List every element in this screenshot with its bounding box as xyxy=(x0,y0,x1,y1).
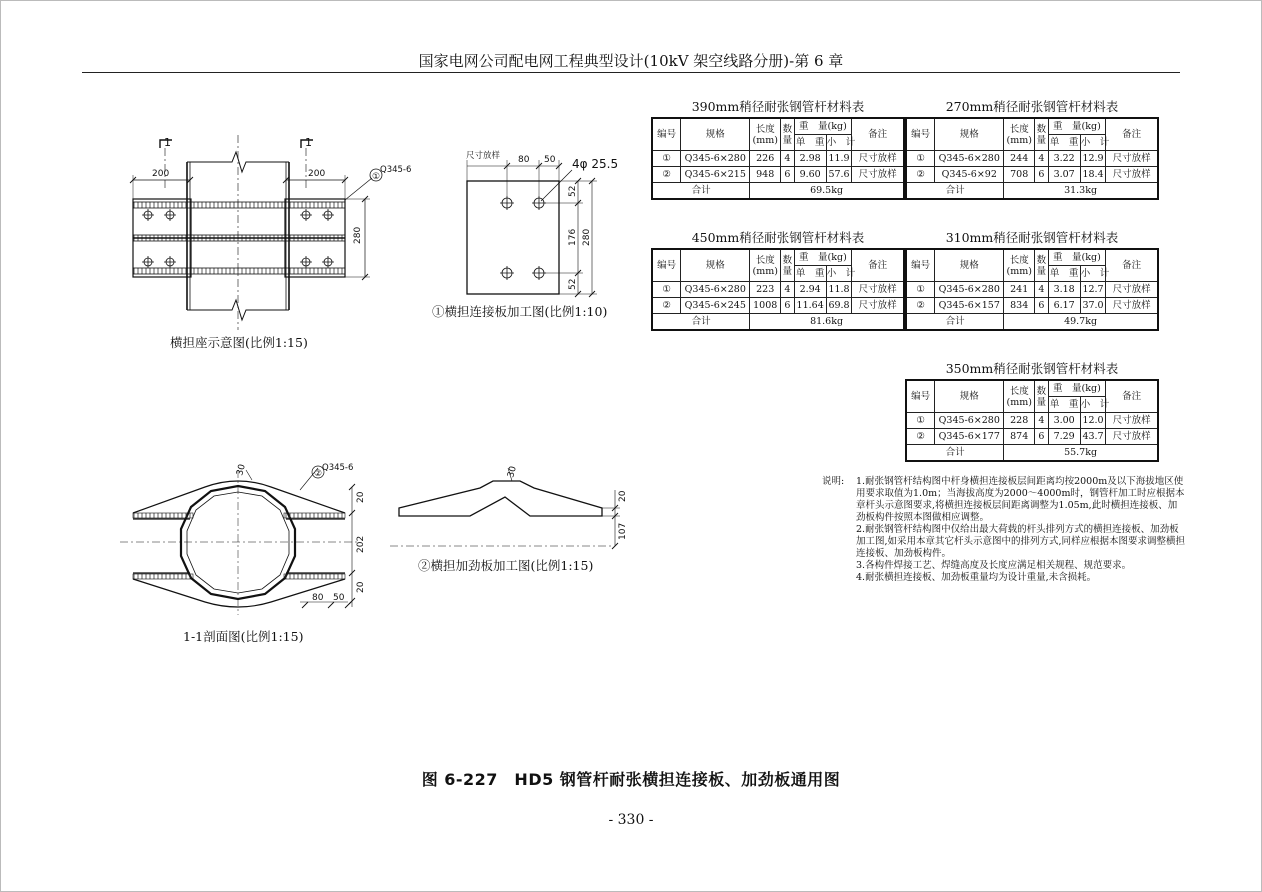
header-length-unit: (mm) xyxy=(752,265,778,277)
cell-len: 241 xyxy=(1004,282,1035,298)
header-length xyxy=(750,249,781,282)
dim-20-top: 20 xyxy=(356,491,366,503)
cell-spec: Q345-6×280 xyxy=(935,282,1004,298)
header-spec: 规格 xyxy=(935,118,1004,151)
caption-elevation: 横担座示意图(比例1:15) xyxy=(170,335,308,350)
cell-no: ① xyxy=(906,413,935,429)
header-qty: 数量 xyxy=(781,118,794,151)
stiffener-angle-30: 30 xyxy=(506,465,519,479)
material-table xyxy=(651,248,905,331)
cell-sub: 12.7 xyxy=(1080,282,1106,298)
section-dim-50: 50 xyxy=(333,593,345,603)
elevation-drawing xyxy=(130,135,382,330)
header-remark: 备注 xyxy=(852,249,904,282)
table-title: 350mm稍径耐张钢管杆材料表 xyxy=(945,361,1119,376)
header-length-unit: (mm) xyxy=(1006,134,1032,146)
part-no-1: ① xyxy=(372,172,381,182)
header-no: 编号 xyxy=(652,118,681,151)
header-spec: 规格 xyxy=(935,380,1004,413)
cell-remark: 尺寸放样 xyxy=(1106,298,1158,314)
cell-total-label: 合计 xyxy=(906,183,1004,200)
header-unit-weight: 单 重 xyxy=(794,266,826,282)
table-row xyxy=(906,167,1158,183)
notes-block xyxy=(822,476,1186,584)
cell-len: 226 xyxy=(750,151,781,167)
figure-title: 图 6-227 HD5 钢管杆耐张横担连接板、加劲板通用图 xyxy=(421,770,841,789)
header-length xyxy=(750,118,781,151)
header-subtotal: 小 计 xyxy=(826,135,852,151)
cell-remark: 尺寸放样 xyxy=(1106,282,1158,298)
cell-spec: Q345-6×215 xyxy=(681,167,750,183)
part-label-q345: Q345-6 xyxy=(380,165,412,175)
stiffener-dim-20: 20 xyxy=(618,490,628,502)
table-row xyxy=(906,429,1158,445)
table-row xyxy=(906,413,1158,429)
hole-note: 4φ 25.5 xyxy=(572,157,619,171)
table-total-row xyxy=(906,183,1158,200)
cell-unit: 9.60 xyxy=(794,167,826,183)
cell-sub: 11.8 xyxy=(826,282,852,298)
material-table xyxy=(905,379,1159,462)
plate-drawing xyxy=(467,160,597,297)
cell-remark: 尺寸放样 xyxy=(852,282,904,298)
table-title: 390mm稍径耐张钢管杆材料表 xyxy=(691,99,865,114)
cell-spec: Q345-6×280 xyxy=(681,151,750,167)
header-subtotal: 小 计 xyxy=(1080,397,1106,413)
dim-50: 50 xyxy=(544,155,556,165)
dim-52-bottom: 52 xyxy=(568,278,578,290)
caption-plate: ①横担连接板加工图(比例1:10) xyxy=(432,304,608,319)
section-mark-left: 1 xyxy=(164,136,171,149)
header-unit-weight: 单 重 xyxy=(1048,397,1080,413)
cell-spec: Q345-6×92 xyxy=(935,167,1004,183)
caption-stiffener: ②横担加劲板加工图(比例1:15) xyxy=(418,558,594,573)
cell-spec: Q345-6×280 xyxy=(935,151,1004,167)
header-no: 编号 xyxy=(906,118,935,151)
table-row xyxy=(906,151,1158,167)
table-row xyxy=(906,298,1158,314)
cell-sub: 11.9 xyxy=(826,151,852,167)
header-unit-weight: 单 重 xyxy=(794,135,826,151)
cell-unit: 7.29 xyxy=(1048,429,1080,445)
dim-52-top: 52 xyxy=(568,185,578,197)
cell-qty: 6 xyxy=(781,167,794,183)
header-weight: 重 量(kg) xyxy=(1048,249,1106,266)
cell-spec: Q345-6×280 xyxy=(935,413,1004,429)
header-length-label: 长度 xyxy=(755,123,775,135)
cell-spec: Q345-6×177 xyxy=(935,429,1004,445)
cell-len: 948 xyxy=(750,167,781,183)
cell-total-value: 81.6kg xyxy=(750,314,904,331)
cell-no: ② xyxy=(652,167,681,183)
cell-remark: 尺寸放样 xyxy=(852,298,904,314)
cell-qty: 4 xyxy=(1035,151,1048,167)
stiffener-drawing xyxy=(390,468,620,549)
dim-80: 80 xyxy=(518,155,530,165)
note-item: 1.耐张钢管杆结构图中杆身横担连接板层间距离均按2000m及以下海拔地区使用要求取值为1.0m；当海拔高度为2000～4000m时，钢管杆加工时应根据本章杆头示意图要求,将横担连接板层间距离调整为1.05m,此时横担连接板、加劲板构件按照本图做相应调整。 xyxy=(856,476,1185,523)
table-total-row xyxy=(906,314,1158,331)
table-total-row xyxy=(906,445,1158,462)
cell-unit: 2.98 xyxy=(794,151,826,167)
header-no: 编号 xyxy=(652,249,681,282)
cell-total-value: 55.7kg xyxy=(1004,445,1158,462)
cell-no: ② xyxy=(906,167,935,183)
cell-total-label: 合计 xyxy=(906,314,1004,331)
header-qty: 数量 xyxy=(1035,380,1048,413)
cell-qty: 6 xyxy=(1035,429,1048,445)
cell-qty: 6 xyxy=(1035,298,1048,314)
cell-len: 1008 xyxy=(750,298,781,314)
stiffener-labels xyxy=(506,465,628,540)
cell-total-label: 合计 xyxy=(906,445,1004,462)
header-unit-weight: 单 重 xyxy=(1048,135,1080,151)
cell-sub: 37.0 xyxy=(1080,298,1106,314)
header-length-label: 长度 xyxy=(755,254,775,266)
cell-len: 223 xyxy=(750,282,781,298)
header-remark: 备注 xyxy=(852,118,904,151)
section-angle-30: 30 xyxy=(235,463,248,477)
header-subtotal: 小 计 xyxy=(1080,266,1106,282)
dim-202: 202 xyxy=(356,535,366,553)
cell-no: ② xyxy=(906,298,935,314)
dim-176: 176 xyxy=(568,228,578,246)
table-total-row xyxy=(652,183,904,200)
section-mark-right: 1 xyxy=(305,136,312,149)
table-row xyxy=(652,167,904,183)
cell-qty: 4 xyxy=(781,151,794,167)
table-row xyxy=(652,298,904,314)
header-length-label: 长度 xyxy=(1009,123,1029,135)
header-remark: 备注 xyxy=(1106,380,1158,413)
header-length xyxy=(1004,118,1035,151)
cell-len: 834 xyxy=(1004,298,1035,314)
header-subtotal: 小 计 xyxy=(1080,135,1106,151)
header-length-unit: (mm) xyxy=(752,134,778,146)
header-weight: 重 量(kg) xyxy=(1048,118,1106,135)
cell-remark: 尺寸放样 xyxy=(852,151,904,167)
header-length-unit: (mm) xyxy=(1006,265,1032,277)
cell-qty: 6 xyxy=(1035,167,1048,183)
header-no: 编号 xyxy=(906,380,935,413)
material-table xyxy=(905,248,1159,331)
header-no: 编号 xyxy=(906,249,935,282)
cell-qty: 4 xyxy=(1035,282,1048,298)
cell-unit: 3.00 xyxy=(1048,413,1080,429)
note-item: 4.耐张横担连接板、加劲板重量均为设计重量,未含损耗。 xyxy=(856,572,1097,583)
cell-no: ① xyxy=(652,282,681,298)
section-dim-80: 80 xyxy=(312,593,324,603)
material-table xyxy=(651,117,905,200)
header-remark: 备注 xyxy=(1106,249,1158,282)
cell-remark: 尺寸放样 xyxy=(1106,151,1158,167)
cell-no: ① xyxy=(906,151,935,167)
table-title: 450mm稍径耐张钢管杆材料表 xyxy=(691,230,865,245)
size-note: 尺寸放样 xyxy=(466,151,501,161)
cell-total-label: 合计 xyxy=(652,314,750,331)
section-part-label: Q345-6 xyxy=(322,463,354,473)
section-drawing xyxy=(120,466,360,615)
header-length xyxy=(1004,380,1035,413)
cell-total-value: 31.3kg xyxy=(1004,183,1158,200)
page-number: - 330 - xyxy=(608,812,654,828)
header-length xyxy=(1004,249,1035,282)
cell-remark: 尺寸放样 xyxy=(852,167,904,183)
dim-280: 280 xyxy=(582,228,592,246)
cell-remark: 尺寸放样 xyxy=(1106,413,1158,429)
stiffener-dim-107: 107 xyxy=(618,522,628,540)
header-spec: 规格 xyxy=(681,249,750,282)
header-weight: 重 量(kg) xyxy=(1048,380,1106,397)
cell-unit: 11.64 xyxy=(794,298,826,314)
header-qty: 数量 xyxy=(1035,118,1048,151)
cell-qty: 6 xyxy=(781,298,794,314)
note-item: 3.各构件焊接工艺、焊缝高度及长度应满足相关规程、规范要求。 xyxy=(856,560,1132,571)
header-length-label: 长度 xyxy=(1009,254,1029,266)
header-weight: 重 量(kg) xyxy=(794,249,852,266)
dim-left-200: 200 xyxy=(152,169,170,179)
cell-spec: Q345-6×157 xyxy=(935,298,1004,314)
cell-sub: 69.8 xyxy=(826,298,852,314)
dim-right-200: 200 xyxy=(308,169,326,179)
cell-no: ① xyxy=(906,282,935,298)
cell-no: ① xyxy=(652,151,681,167)
cell-sub: 12.9 xyxy=(1080,151,1106,167)
cell-unit: 3.18 xyxy=(1048,282,1080,298)
cell-unit: 6.17 xyxy=(1048,298,1080,314)
cell-len: 244 xyxy=(1004,151,1035,167)
cell-spec: Q345-6×245 xyxy=(681,298,750,314)
cell-spec: Q345-6×280 xyxy=(681,282,750,298)
cell-qty: 4 xyxy=(1035,413,1048,429)
dim-height-280: 280 xyxy=(353,226,363,244)
table-title: 310mm稍径耐张钢管杆材料表 xyxy=(945,230,1119,245)
table-total-row xyxy=(652,314,904,331)
header-qty: 数量 xyxy=(781,249,794,282)
header-spec: 规格 xyxy=(681,118,750,151)
section-labels xyxy=(235,463,366,603)
header-length-unit: (mm) xyxy=(1006,396,1032,408)
cell-sub: 12.0 xyxy=(1080,413,1106,429)
note-item: 2.耐张钢管杆结构图中仅给出最大荷载的杆头排列方式的横担连接板、加劲板加工图,如采用本章其它杆头示意图中的排列方式,同样应根据本图要求调整横担连接板、加劲板构件。 xyxy=(856,524,1186,559)
dim-20-bottom: 20 xyxy=(356,581,366,593)
cell-remark: 尺寸放样 xyxy=(1106,167,1158,183)
page-header: 国家电网公司配电网工程典型设计(10kV 架空线路分册)-第 6 章 xyxy=(418,52,844,70)
table-row xyxy=(652,282,904,298)
cell-len: 874 xyxy=(1004,429,1035,445)
table-title: 270mm稍径耐张钢管杆材料表 xyxy=(945,99,1119,114)
cell-qty: 4 xyxy=(781,282,794,298)
header-unit-weight: 单 重 xyxy=(1048,266,1080,282)
cell-no: ② xyxy=(906,429,935,445)
cell-len: 228 xyxy=(1004,413,1035,429)
header-qty: 数量 xyxy=(1035,249,1048,282)
header-length-label: 长度 xyxy=(1009,385,1029,397)
cell-sub: 18.4 xyxy=(1080,167,1106,183)
header-spec: 规格 xyxy=(935,249,1004,282)
cell-no: ② xyxy=(652,298,681,314)
cell-sub: 57.6 xyxy=(826,167,852,183)
cell-total-label: 合计 xyxy=(652,183,750,200)
table-row xyxy=(906,282,1158,298)
table-row xyxy=(652,151,904,167)
cell-unit: 3.22 xyxy=(1048,151,1080,167)
cell-unit: 3.07 xyxy=(1048,167,1080,183)
cell-sub: 43.7 xyxy=(1080,429,1106,445)
header-remark: 备注 xyxy=(1106,118,1158,151)
cell-unit: 2.94 xyxy=(794,282,826,298)
material-table xyxy=(905,117,1159,200)
cell-remark: 尺寸放样 xyxy=(1106,429,1158,445)
header-weight: 重 量(kg) xyxy=(794,118,852,135)
cell-total-value: 69.5kg xyxy=(750,183,904,200)
cell-len: 708 xyxy=(1004,167,1035,183)
header-subtotal: 小 计 xyxy=(826,266,852,282)
notes-label: 说明: xyxy=(822,476,845,487)
cell-total-value: 49.7kg xyxy=(1004,314,1158,331)
caption-section: 1-1剖面图(比例1:15) xyxy=(183,629,304,644)
section-part-no-2: ② xyxy=(314,469,323,479)
